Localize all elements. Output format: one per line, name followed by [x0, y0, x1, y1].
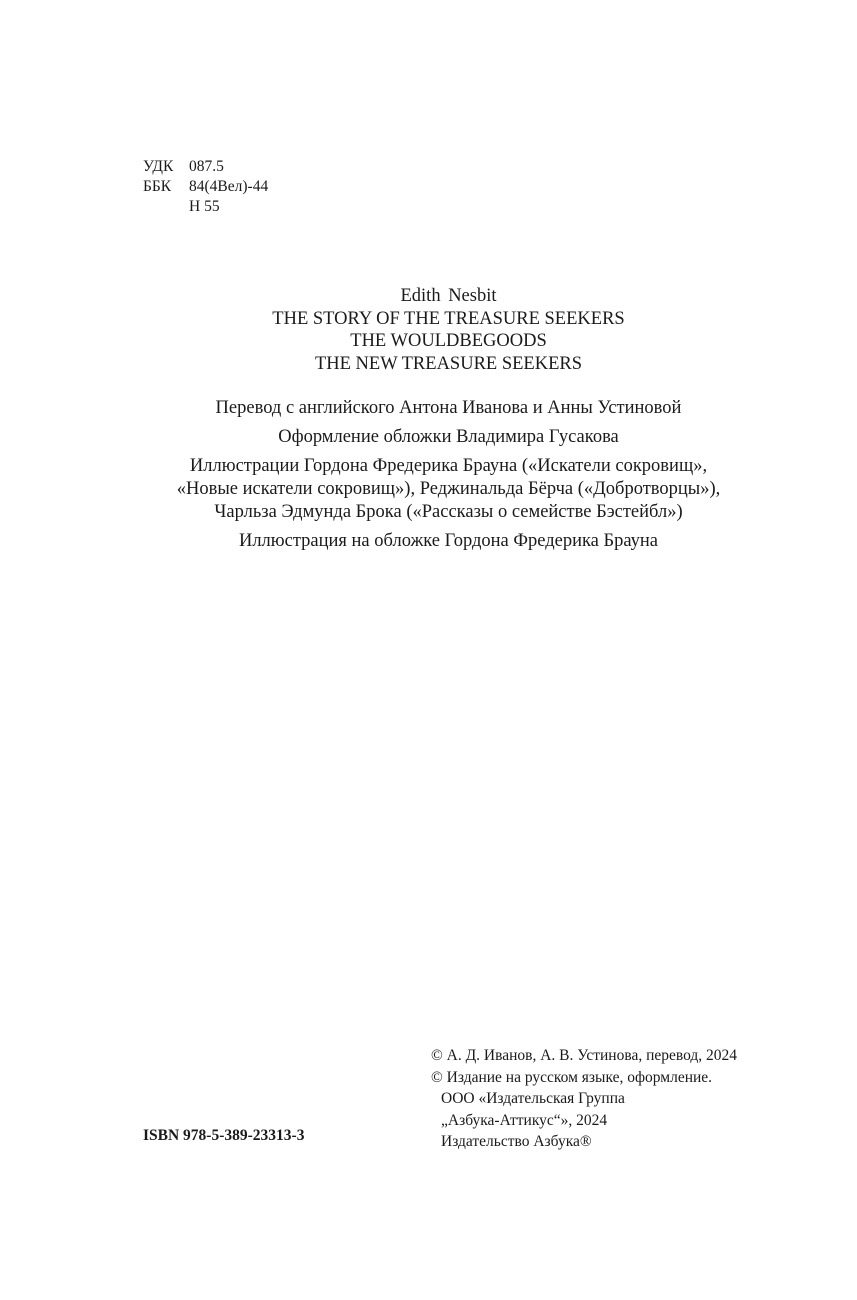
illustrations-line: Чарльза Эдмунда Брока («Рассказы о семействе Бэстейбл»): [214, 502, 683, 522]
book-title: THE WOULDBEGOODS: [350, 331, 547, 351]
translation-credit: Перевод с английского Антона Иванова и Анны Устиновой: [215, 398, 682, 418]
cover-design-credit: Оформление обложки Владимира Гусакова: [278, 427, 619, 447]
original-titles: [0, 285, 857, 375]
book-title: THE STORY OF THE TREASURE SEEKERS: [272, 308, 625, 329]
udc-row: [143, 157, 268, 177]
illustrations-line: «Новые искатели сокровищ»), Реджинальда Бёрча («Добротворцы»),: [176, 479, 721, 499]
copyright-line: © Издание на русском языке, оформление.: [431, 1068, 713, 1086]
copyright-line: © А. Д. Иванов, А. В. Устинова, перевод, 2024: [431, 1047, 738, 1064]
cover-illustration-credit: Иллюстрация на обложке Гордона Фредерика Брауна: [238, 531, 659, 551]
author-mark-value: Н 55: [189, 198, 220, 215]
udc-value: 087.5: [189, 158, 224, 175]
udc-label: УДК: [143, 158, 174, 175]
isbn: ISBN 978-5-389-23313-3: [143, 1127, 305, 1144]
author-mark-row: [143, 197, 268, 217]
illustrations-credit: [0, 455, 857, 524]
book-title: THE NEW TREASURE SEEKERS: [314, 353, 583, 374]
credits-block: [0, 397, 857, 559]
bbk-label: ББК: [143, 178, 172, 195]
copyright-line: ООО «Издательская Группа: [441, 1090, 625, 1107]
copyright-line: Издательство Азбука®: [441, 1133, 592, 1150]
author-mark-label: [143, 197, 189, 217]
bbk-row: [143, 177, 268, 197]
copyright-line: „Азбука-Аттикус“», 2024: [441, 1111, 608, 1129]
author-name: Edith Nesbit: [400, 286, 497, 306]
classification-block: [143, 157, 268, 217]
bbk-value: 84(4Вел)-44: [189, 178, 269, 195]
illustrations-line: Иллюстрации Гордона Фредерика Брауна («Искатели сокровищ»,: [189, 456, 708, 476]
copyright-block: [431, 1045, 737, 1153]
